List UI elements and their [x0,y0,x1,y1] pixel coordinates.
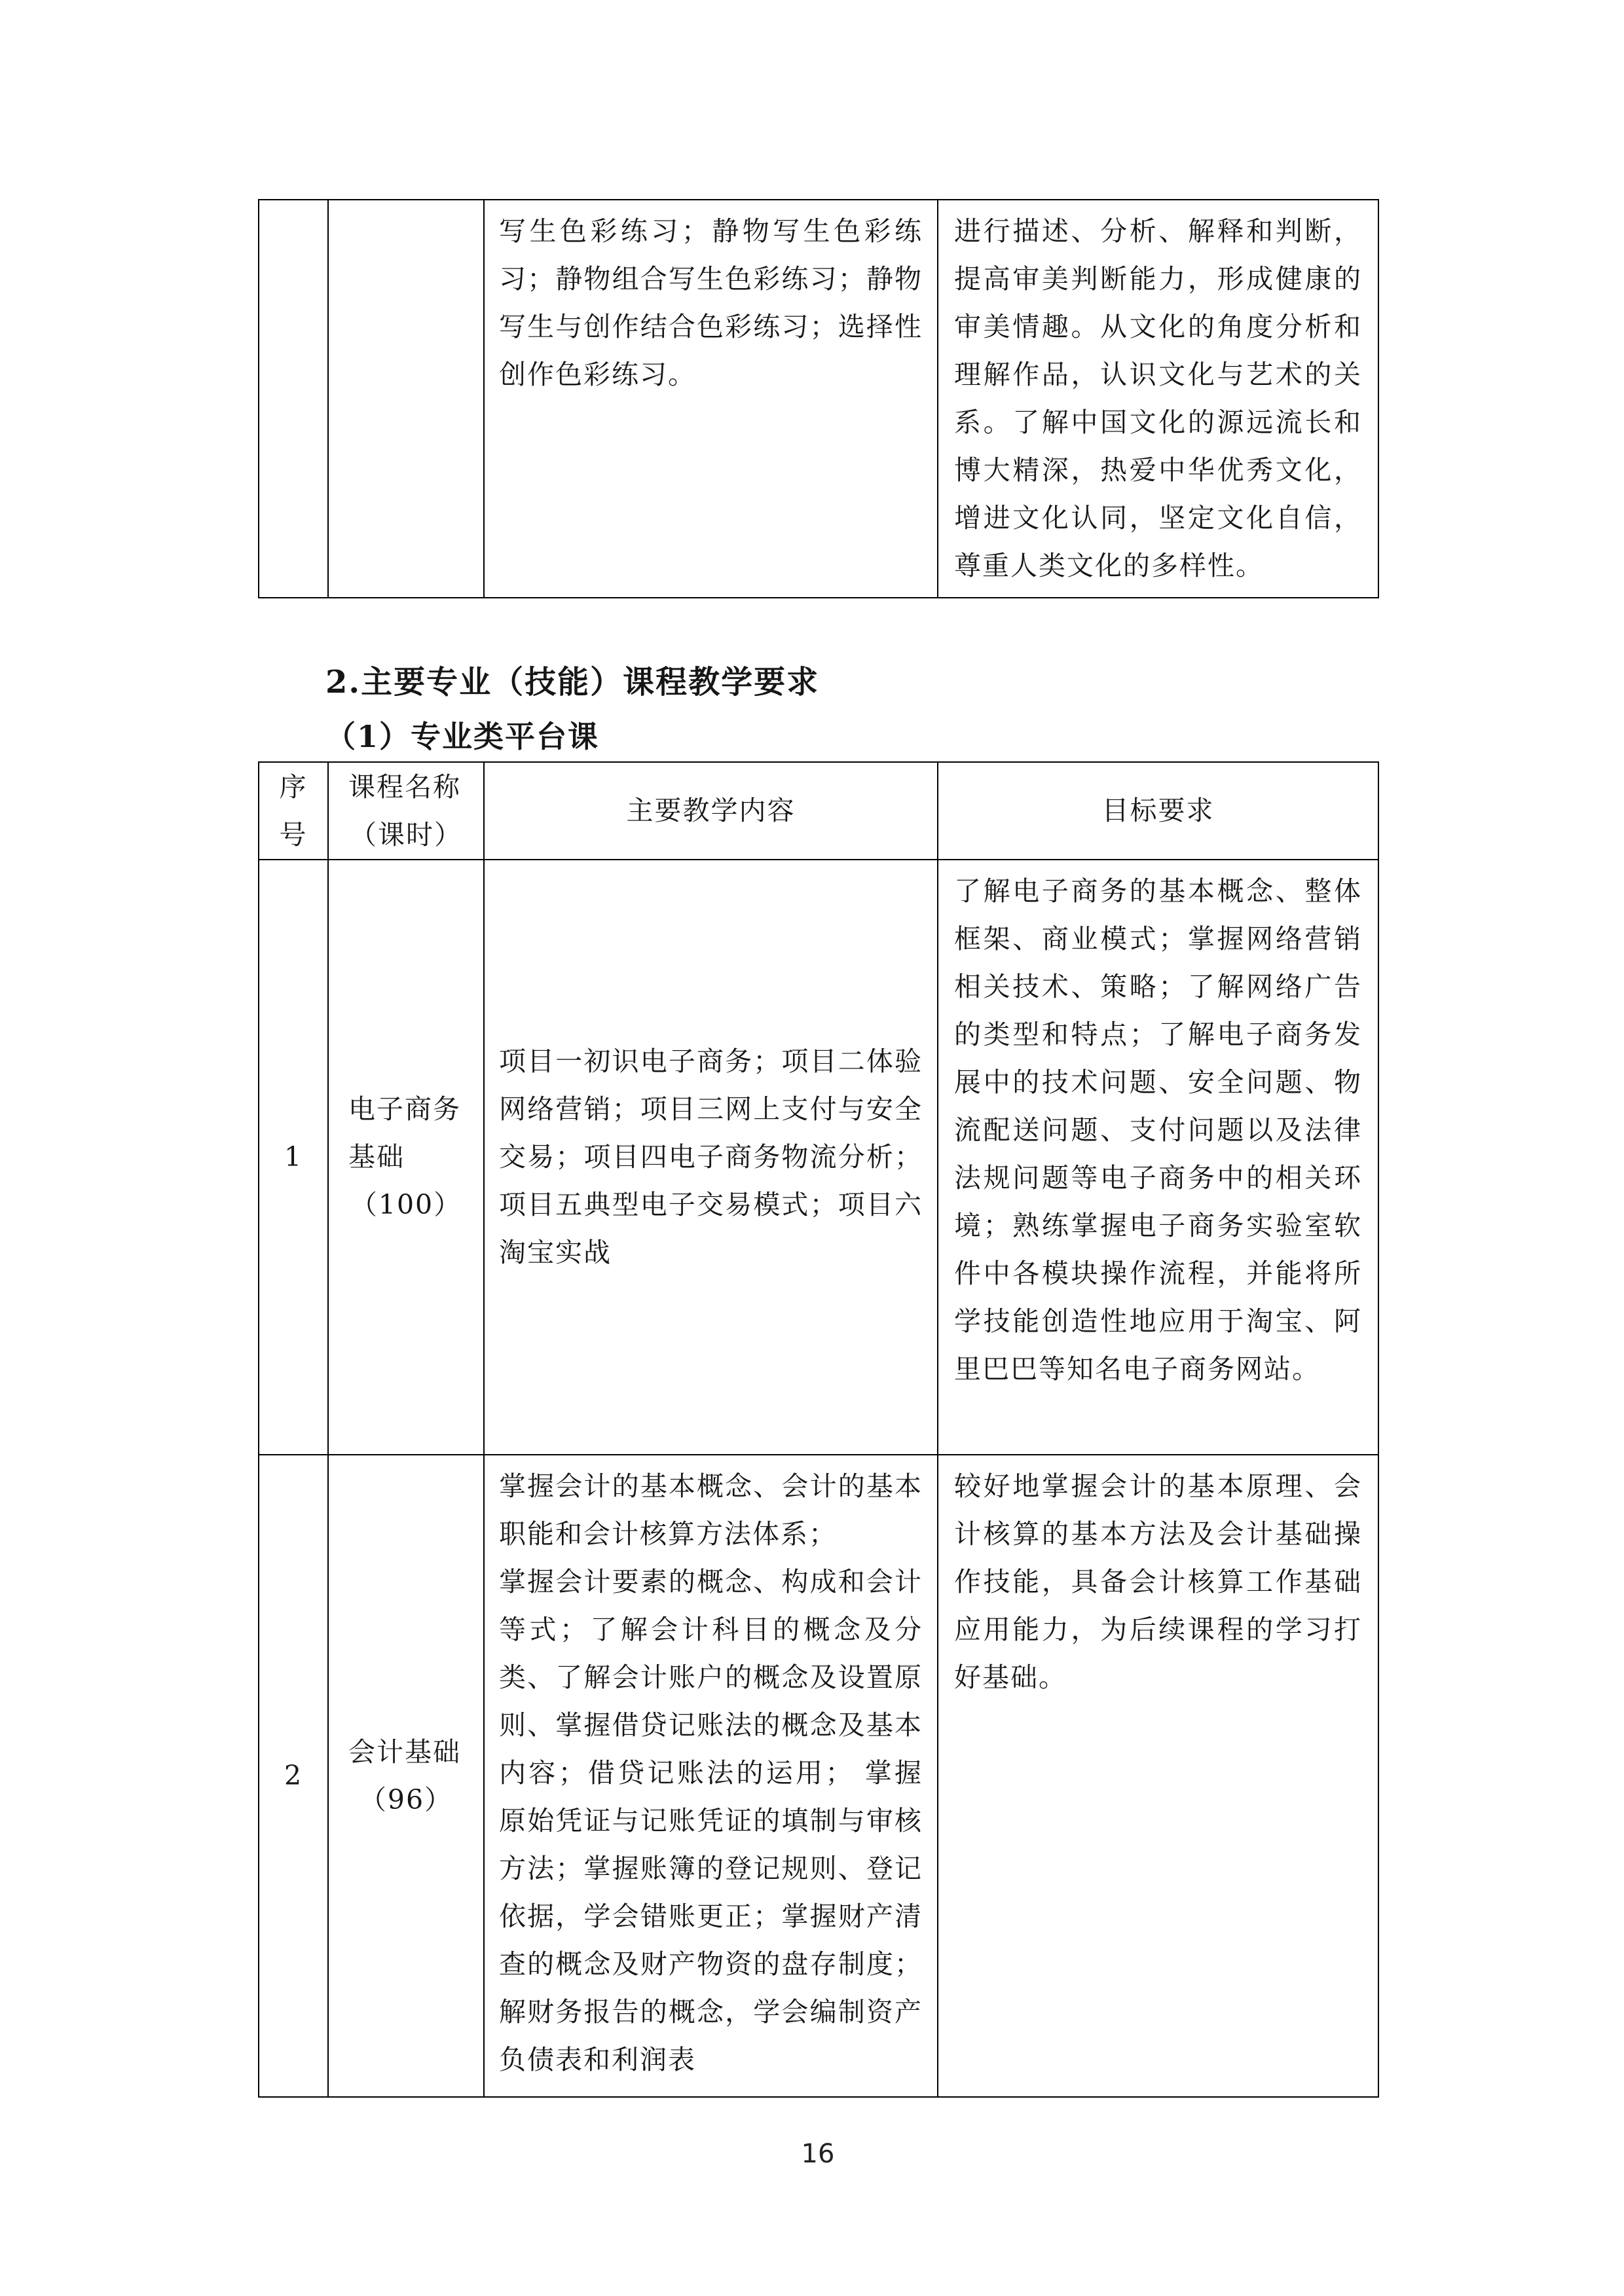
goal-text: 了解电子商务的基本概念、整体框架、商业模式；掌握网络营销相关技术、策略；了解网络广告的类型和特点；了解电子商务发展中的技术问题、安全问题、物流配送问题、支付问题以及法律法规问题等电子商务中的相关环境；熟练掌握电子商务实验室软件中各模块操作流程，并能将所学技能创造性地应用于淘宝、阿里巴巴等知名电子商务网站。 [954,875,1362,1385]
index-cell: 1 [259,860,328,1455]
goal-cell [938,860,1378,1455]
goal-text: 进行描述、分析、解释和判断，提高审美判断能力，形成健康的审美情趣。从文化的角度分析和理解作品，认识文化与艺术的关系。了解中国文化的源远流长和博大精深，热爱中华优秀文化，增进文化认同，坚定文化自信，尊重人类文化的多样性。 [954,215,1362,581]
course-hours: （96） [359,1783,453,1815]
index-cell: 2 [259,1455,328,2097]
content-text: 掌握会计的基本概念、会计的基本职能和会计核算方法体系； [499,1470,923,1550]
table-row [259,1455,1378,2097]
page-number: 16 [801,2139,835,2169]
content-text: 项目一初识电子商务；项目二体验网络营销；项目三网上支付与安全交易；项目四电子商务物流分析；项目五典型电子交易模式；项目六淘宝实战 [499,1046,923,1268]
course-name: 电子商务基础 [348,1093,461,1173]
course-name: 会计基础 [348,1736,461,1768]
content-cell [484,200,938,598]
continued-course-table [258,199,1379,598]
section-heading: 2.主要专业（技能）课程教学要求 [325,664,820,701]
course-name-cell [328,1455,484,2097]
header-course-name: 课程名称 [348,771,461,803]
course-name-cell [328,200,484,598]
goal-cell [938,200,1378,598]
goal-cell [938,1455,1378,2097]
goal-text: 较好地掌握会计的基本原理、会计核算的基本方法及会计基础操作技能，具备会计核算工作基础应用能力，为后续课程的学习打好基础。 [954,1470,1362,1693]
header-course [328,762,484,860]
table-header-row [259,762,1378,860]
table-row [259,860,1378,1455]
section-subheading: （1）专业类平台课 [325,719,600,754]
content-cell [484,860,938,1455]
course-name-cell [328,860,484,1455]
header-index: 序号 [259,762,328,860]
content-cell [484,1455,938,2097]
index-cell [259,200,328,598]
header-course-hours: （课时） [350,818,462,850]
header-content: 主要教学内容 [484,762,938,860]
platform-course-table [258,761,1379,2098]
course-hours: （100） [350,1189,462,1220]
table-row [259,200,1378,598]
header-goal: 目标要求 [938,762,1378,860]
content-text: 写生色彩练习；静物写生色彩练习；静物组合写生色彩练习；静物写生与创作结合色彩练习；选择性创作色彩练习。 [499,215,923,390]
content-text: 掌握会计要素的概念、构成和会计等式；了解会计科目的概念及分类、了解会计账户的概念及设置原则、掌握借贷记账法的概念及基本内容；借贷记账法的运用； 掌握原始凭证与记账凭证的填制与审核方法；掌握账簿的登记规则、登记依据，学会错账更正；掌握财产清查的概念及财产物资的盘存制度；解财务报告的概念，学会编制资产负债表和利润表 [499,1566,923,2075]
